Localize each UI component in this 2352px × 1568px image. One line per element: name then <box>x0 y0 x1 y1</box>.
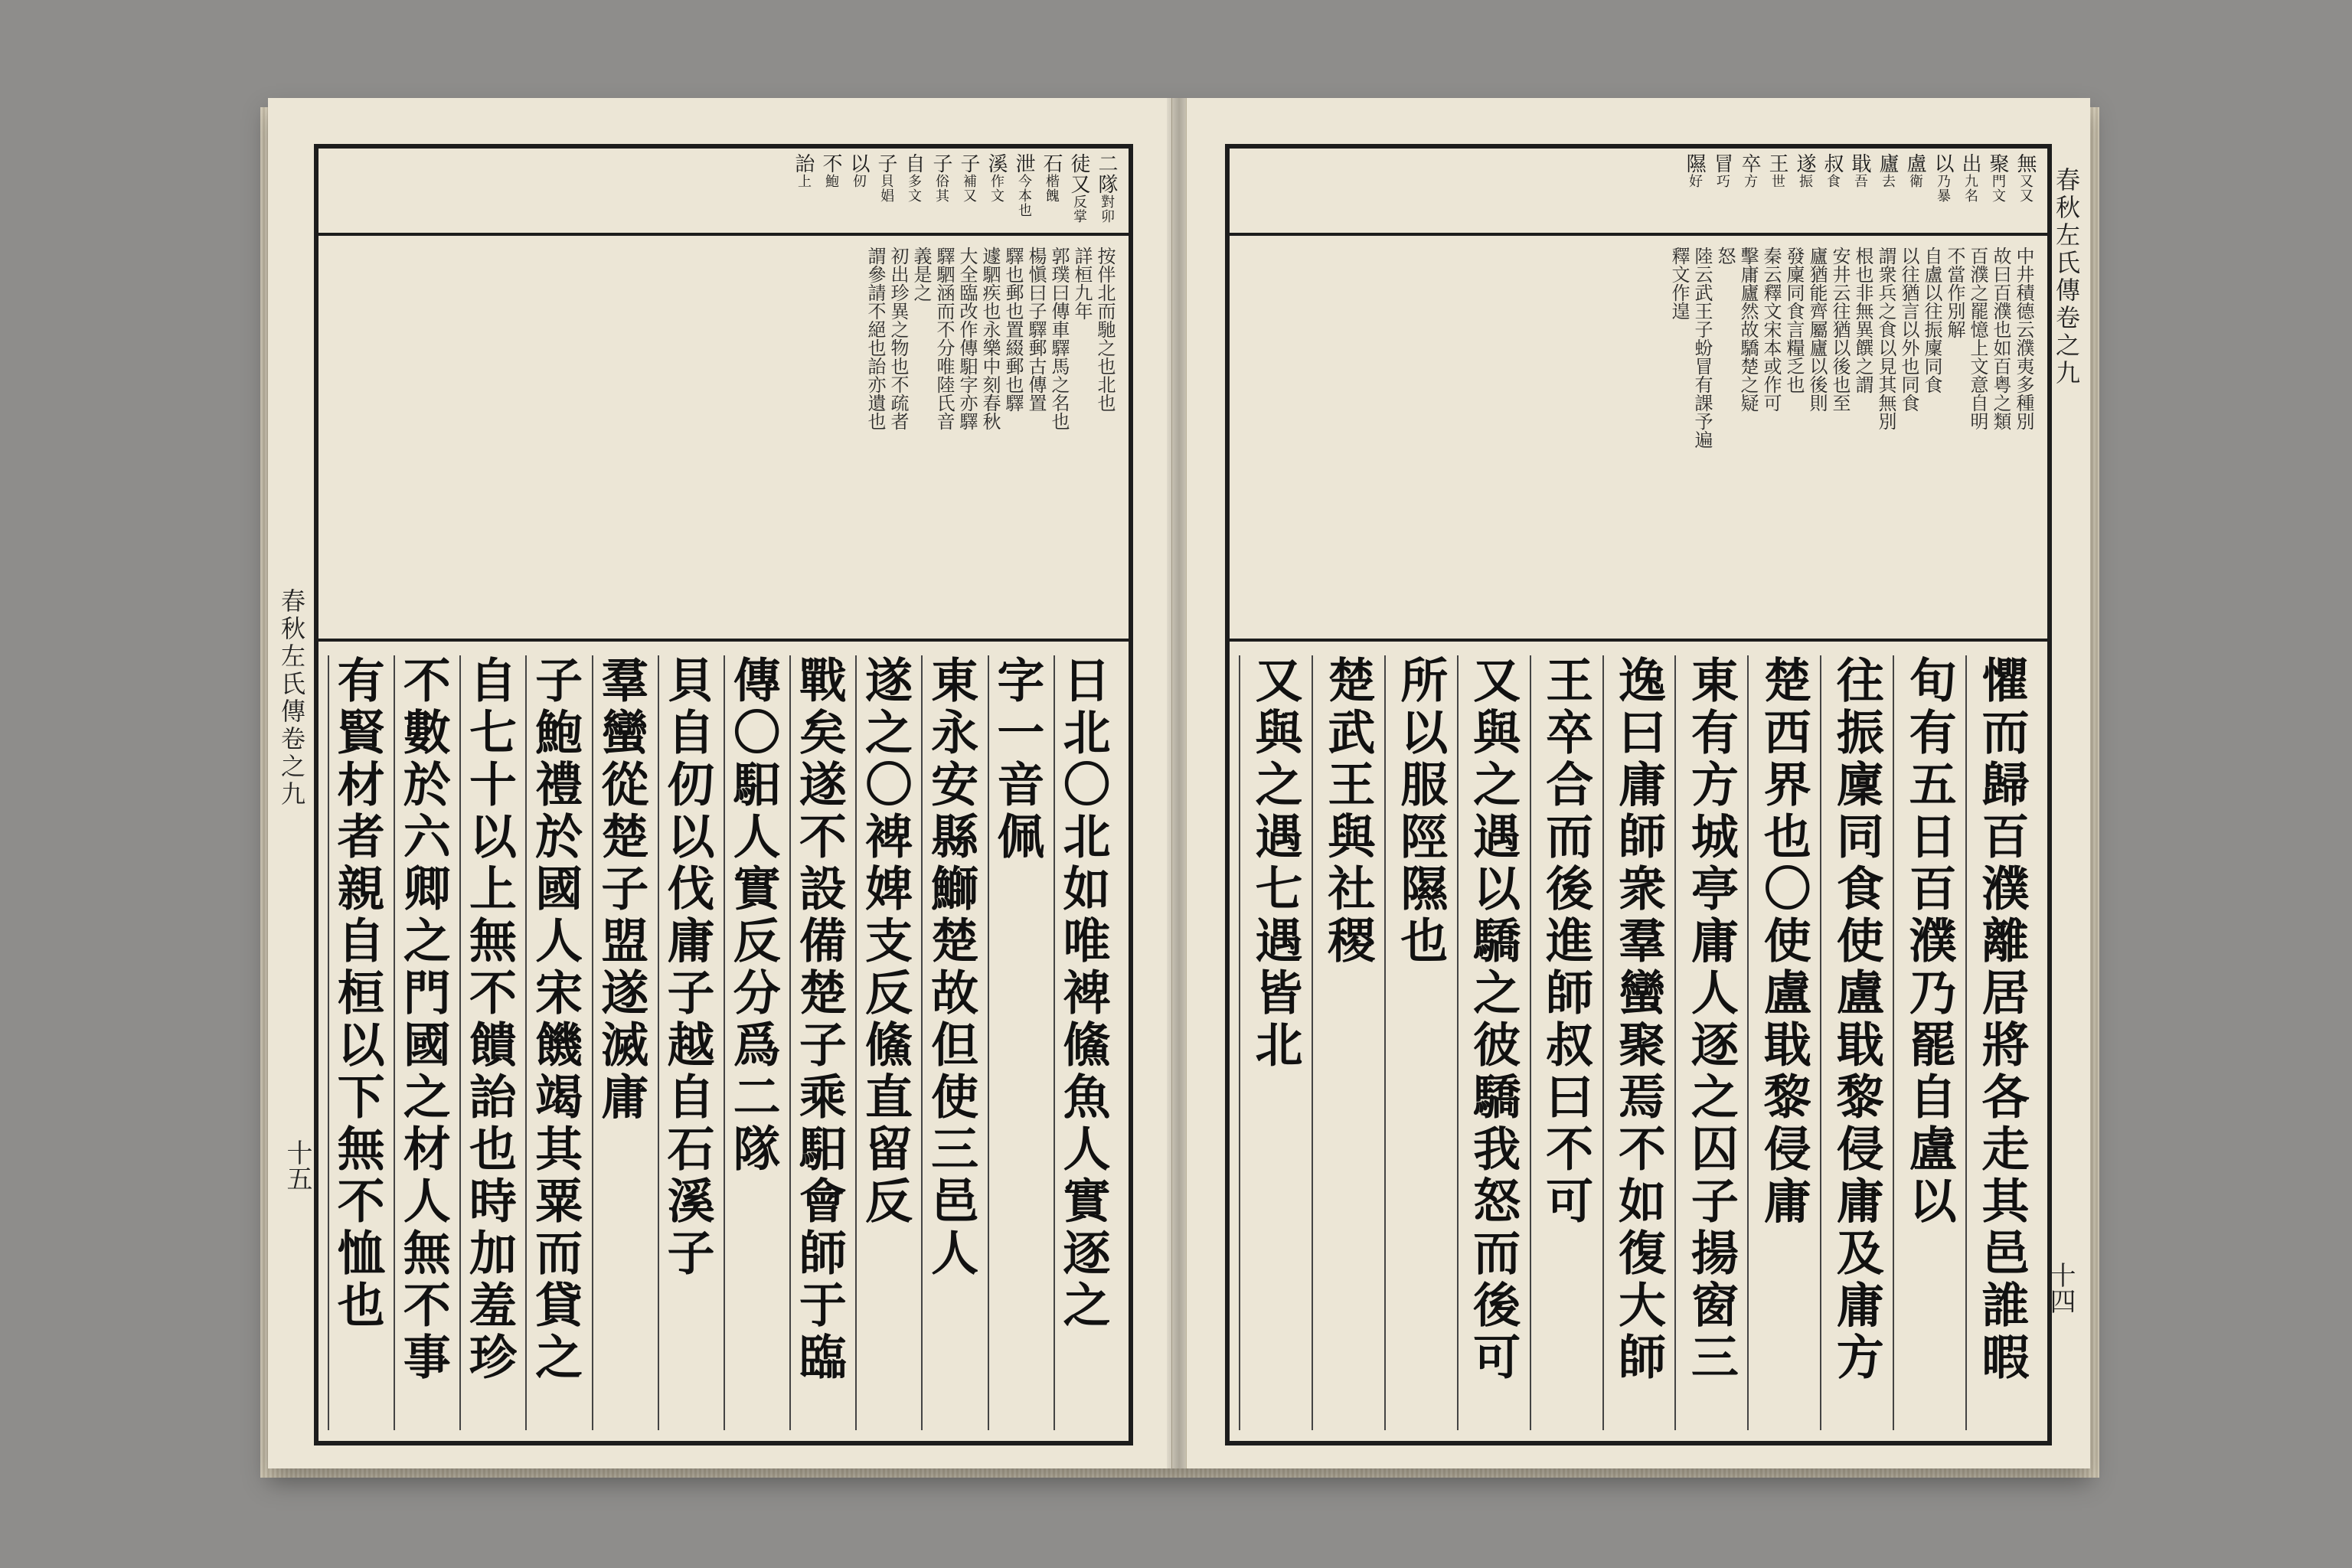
header-annotation: 好 <box>1687 174 1703 188</box>
header-annotation: 娼 <box>878 188 894 203</box>
main-text-column: 又與之遇七遇皆北 <box>1239 655 1312 1430</box>
commentary-column: 謂衆兵之食以見其無別 <box>1875 247 1896 430</box>
header-band-column: 廬去 <box>1876 153 1899 188</box>
header-annotation: 振 <box>1797 174 1813 188</box>
header-annotation: 世 <box>1769 174 1785 188</box>
header-annotation: 掌 <box>1071 209 1087 224</box>
commentary-column: 擊庸廬然故驕楚之疑 <box>1737 247 1759 412</box>
commentary-column: 謂參請不絕也詒亦遺也 <box>864 247 886 430</box>
header-band-column: 盧衛 <box>1903 153 1926 188</box>
commentary-column: 驛也郵也置綴郵也驛 <box>1002 247 1024 412</box>
header-band-column: 徒又反掌 <box>1067 153 1090 224</box>
header-band-column: 以仞 <box>847 153 870 188</box>
header-annotation: 門 <box>1990 174 2006 188</box>
main-text-column: 羣蠻從楚子盟遂滅庸 <box>592 655 658 1430</box>
header-band-column: 出九名 <box>1958 153 1981 203</box>
left-page <box>268 98 1172 1468</box>
main-text-column: 自七十以上無不饋詒也時加羞珍 <box>459 655 525 1430</box>
header-annotation: 九 <box>1962 174 1978 188</box>
header-band-column: 子補又 <box>957 153 980 203</box>
header-band-column: 聚門文 <box>1986 153 2009 203</box>
left-main-text <box>318 645 1129 1441</box>
left-folio-number: 十五 <box>282 1139 312 1191</box>
header-annotation: 又 <box>2017 188 2034 203</box>
header-annotation: 文 <box>1990 188 2006 203</box>
main-text-column: 往振廩同食使盧戢黎侵庸及庸方 <box>1820 655 1893 1430</box>
commentary-column: 楊愼曰子驛郵古傳置 <box>1025 247 1047 412</box>
header-annotation: 對 <box>1099 194 1115 209</box>
right-page <box>1186 98 2090 1468</box>
header-band-column: 王世 <box>1766 153 1788 188</box>
main-text-column: 旬有五日百濮乃罷自盧以 <box>1893 655 1965 1430</box>
left-text-frame <box>314 144 1133 1446</box>
header-band-column: 戢吾 <box>1848 153 1871 188</box>
commentary-column: 安井云往猶以後也至 <box>1829 247 1851 412</box>
commentary-column: 怒 <box>1714 247 1736 265</box>
main-text-column: 楚武王與社稷 <box>1312 655 1384 1430</box>
main-text-column: 又與之遇以驕之彼驕我怒而後可 <box>1457 655 1530 1430</box>
main-text-column: 東有方城亭庸人逐之囚子揚窗三 <box>1674 655 1747 1430</box>
commentary-column: 秦云釋文宋本或作可 <box>1760 247 1782 412</box>
header-annotation: 仞 <box>851 174 867 188</box>
main-text-column: 遂之〇裨婢支反鯈直留反 <box>855 655 921 1430</box>
header-annotation: 餽 <box>1044 188 1060 203</box>
header-annotation: 今本 <box>1016 174 1032 203</box>
main-text-column: 王卒合而後進師叔曰不可 <box>1530 655 1602 1430</box>
header-band-column: 不鮑 <box>819 153 842 188</box>
commentary-column: 郭璞曰傳車驛馬之名也 <box>1048 247 1070 430</box>
header-annotation: 也 <box>1016 203 1032 217</box>
main-text-column: 懼而歸百濮離居將各走其邑誰暇 <box>1965 655 2038 1430</box>
header-band-column: 遂振 <box>1793 153 1816 188</box>
header-annotation: 多 <box>906 174 922 188</box>
main-text-column: 字一音佩 <box>988 655 1054 1430</box>
commentary-column: 驛駟涵而不分唯陸氏音 <box>933 247 955 430</box>
commentary-column: 詳桓九年 <box>1071 247 1093 320</box>
header-annotation: 去 <box>1880 174 1896 188</box>
left-header-band <box>318 149 1129 233</box>
commentary-column: 中井積德云濮夷多種別 <box>2013 247 2034 430</box>
commentary-column: 百濮之罷憶上文意自明 <box>1967 247 1988 430</box>
header-annotation: 乃 <box>1935 174 1951 188</box>
commentary-column: 自盧以往振廩同食 <box>1921 247 1942 394</box>
header-annotation: 補 <box>961 174 977 188</box>
header-band-column: 石楷餽 <box>1040 153 1063 203</box>
header-band-column: 卒方 <box>1738 153 1761 188</box>
header-annotation: 吾 <box>1852 174 1868 188</box>
header-annotation: 其 <box>933 188 949 203</box>
left-spine-label: 春秋左氏傳卷之九 <box>277 588 306 808</box>
header-annotation: 巧 <box>1714 174 1730 188</box>
commentary-column: 初出珍異之物也不疏者 <box>887 247 909 430</box>
right-notes-rule <box>1230 639 2047 642</box>
right-commentary-notes <box>1230 239 2047 637</box>
commentary-column: 以往猶言以外也同食 <box>1898 247 1919 412</box>
header-band-column: 子貝娼 <box>874 153 897 203</box>
commentary-column: 廬猶能齊屬廬以後則 <box>1806 247 1828 412</box>
header-annotation: 文 <box>988 188 1004 203</box>
main-text-column: 子鮑禮於國人宋饑竭其粟而貸之 <box>525 655 591 1430</box>
header-annotation: 反 <box>1071 194 1087 209</box>
commentary-column: 按伴北而馳之也北也 <box>1094 247 1116 412</box>
header-band-column: 無又又 <box>2014 153 2037 203</box>
commentary-column: 不當作別解 <box>1944 247 1965 338</box>
commentary-column: 故曰百濮也如百粤之類 <box>1990 247 2011 430</box>
header-annotation: 上 <box>795 174 812 188</box>
left-commentary-notes <box>318 239 1129 637</box>
commentary-column: 發廩同食言糧乏也 <box>1783 247 1805 394</box>
main-text-column: 日北〇北如唯裨鯈魚人實逐之 <box>1054 655 1119 1430</box>
header-annotation: 暴 <box>1935 188 1951 203</box>
header-band-column: 子俗其 <box>929 153 952 203</box>
header-annotation: 食 <box>1824 174 1841 188</box>
left-header-rule <box>318 233 1129 236</box>
header-band-column: 自多文 <box>902 153 925 203</box>
main-text-column: 東永安縣鰤楚故但使三邑人 <box>921 655 987 1430</box>
header-annotation: 名 <box>1962 188 1978 203</box>
main-text-column: 逸曰庸師衆羣蠻聚焉不如復大師 <box>1602 655 1675 1430</box>
commentary-column: 遽駟疾也永樂中刻春秋 <box>979 247 1001 430</box>
right-text-frame <box>1225 144 2052 1446</box>
commentary-column: 陸云武王子蚡冒有課予遍 <box>1691 247 1713 449</box>
header-band-column: 泄今本也 <box>1012 153 1035 217</box>
right-spine-label: 春秋左氏傳卷之九 <box>2052 167 2081 387</box>
main-text-column: 貝自仞以伐庸子越自石溪子 <box>658 655 724 1430</box>
right-folio-number: 十四 <box>2045 1262 2076 1314</box>
left-notes-rule <box>318 639 1129 642</box>
main-text-column: 傳〇馹人實反分爲二隊 <box>724 655 789 1430</box>
header-annotation: 俗 <box>933 174 949 188</box>
header-band-column: 隰好 <box>1683 153 1706 188</box>
main-text-column: 戰矣遂不設備楚子乘馹會師于臨 <box>789 655 855 1430</box>
header-annotation: 文 <box>906 188 922 203</box>
header-annotation: 卯 <box>1099 209 1115 224</box>
header-annotation: 衛 <box>1907 174 1923 188</box>
header-annotation: 又 <box>2017 174 2034 188</box>
main-text-column: 所以服陘隰也 <box>1384 655 1457 1430</box>
commentary-column: 義是之 <box>910 247 932 302</box>
main-text-column: 楚西界也〇使盧戢黎侵庸 <box>1747 655 1820 1430</box>
right-header-rule <box>1230 233 2047 236</box>
header-annotation: 貝 <box>878 174 894 188</box>
header-annotation: 作 <box>988 174 1004 188</box>
header-annotation: 又 <box>961 188 977 203</box>
header-band-column: 詒上 <box>792 153 815 188</box>
main-text-column: 有賢材者親自桓以下無不恤也 <box>328 655 394 1430</box>
open-book-spread <box>268 98 2090 1468</box>
right-main-text <box>1230 645 2047 1441</box>
header-annotation: 鮑 <box>823 174 839 188</box>
header-band-column: 以乃暴 <box>1931 153 1954 203</box>
right-header-band <box>1230 149 2047 233</box>
header-band-column: 冒巧 <box>1710 153 1733 188</box>
header-band-column: 叔食 <box>1821 153 1844 188</box>
header-band-column: 溪作文 <box>985 153 1008 203</box>
header-annotation: 楷 <box>1044 174 1060 188</box>
header-band-column: 二隊對卯 <box>1095 153 1118 224</box>
header-annotation: 方 <box>1742 174 1758 188</box>
commentary-column: 釋文作遑 <box>1668 247 1690 320</box>
main-text-column: 不數於六卿之門國之材人無不事 <box>394 655 459 1430</box>
commentary-column: 大全臨改作傳馹字亦驛 <box>956 247 978 430</box>
commentary-column: 根也非無異饌之謂 <box>1852 247 1873 394</box>
